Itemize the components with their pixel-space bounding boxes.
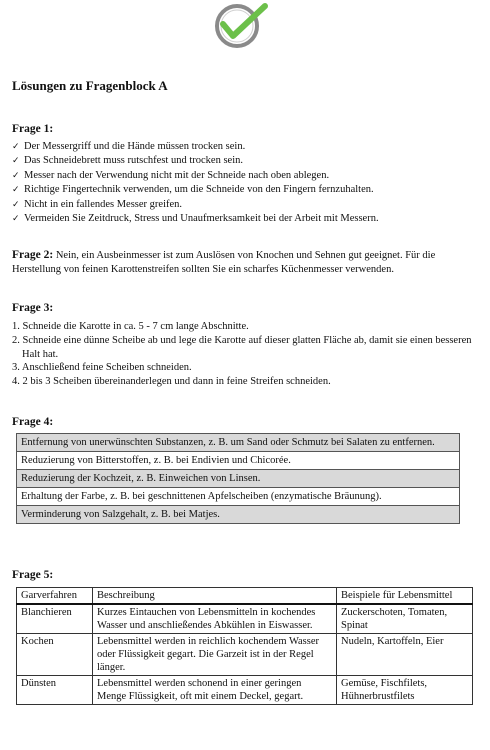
- frage4-heading: Frage 4:: [12, 416, 54, 428]
- frage4-list: [16, 433, 460, 524]
- check-mark-icon: ✓: [12, 199, 20, 210]
- frage5-heading: Frage 5:: [12, 569, 54, 581]
- column-header: Beispiele für Lebensmittel: [337, 588, 473, 605]
- table-cell: Lebensmittel werden in reichlich kochendem Wasser oder Flüssigkeit gegart. Die Garzeit ist in der Regel länger.: [93, 634, 337, 676]
- table-cell: Nudeln, Kartoffeln, Eier: [337, 634, 473, 676]
- table-header-row: [17, 588, 473, 605]
- list-item: ✓ Vermeiden Sie Zeitdruck, Stress und Unaufmerksamkeit bei der Arbeit mit Messern.: [12, 212, 379, 226]
- column-header: Garverfahren: [17, 588, 93, 605]
- list-item: ✓ Richtige Fingertechnik verwenden, um die Schneide von den Fingern fernzuhalten.: [12, 183, 379, 197]
- list-item: ✓ Nicht in ein fallendes Messer greifen.: [12, 198, 379, 212]
- frage1-checklist: [12, 140, 379, 226]
- list-item: 3. Anschließend feine Scheiben schneiden.: [12, 362, 192, 374]
- column-header: Beschreibung: [93, 588, 337, 605]
- table-cell: Kurzes Eintauchen von Lebensmitteln in kochendes Wasser und anschließendes Abkühlen in Eiswasser.: [93, 604, 337, 634]
- list-item: 2. Schneide eine dünne Scheibe ab und lege die Karotte auf dieser glatten Fläche ab, damit sie einen besseren Halt hat.: [12, 334, 472, 360]
- table-row: [17, 634, 473, 676]
- frage1-heading: Frage 1:: [12, 123, 54, 135]
- list-item: 1. Schneide die Karotte in ca. 5 - 7 cm lange Abschnitte.: [12, 321, 249, 332]
- frage3-heading: Frage 3:: [12, 302, 54, 314]
- check-mark-icon: ✓: [12, 142, 20, 152]
- list-item: Erhaltung der Farbe, z. B. bei geschnittenen Apfelscheiben (enzymatische Bräunung).: [17, 488, 459, 506]
- frage2-heading: Frage 2:: [12, 249, 54, 261]
- list-item: 4. 2 bis 3 Scheiben übereinanderlegen und dann in feine Streifen schneiden.: [12, 376, 331, 388]
- list-item: ✓ Messer nach der Verwendung nicht mit der Schneide nach oben ablegen.: [12, 169, 379, 183]
- check-mark-icon: ✓: [12, 170, 20, 181]
- table-row: [17, 604, 473, 634]
- table-cell: Gemüse, Fischfilets, Hühnerbrustfilets: [337, 676, 473, 705]
- page-title: Lösungen zu Fragenblock A: [12, 78, 168, 93]
- table-row: [17, 676, 473, 705]
- list-item: ✓ Das Schneidebrett muss rutschfest und trocken sein.: [12, 154, 379, 168]
- frage3-steps: [12, 320, 482, 389]
- table-cell: Blanchieren: [17, 604, 93, 634]
- check-mark-icon: ✓: [12, 214, 20, 225]
- frage2-paragraph: [12, 248, 478, 277]
- table-cell: Dünsten: [17, 676, 93, 705]
- list-item: Verminderung von Salzgehalt, z. B. bei Matjes.: [17, 506, 459, 524]
- frage2-answer: Nein, ein Ausbeinmesser ist zum Auslösen von Knochen und Sehnen gut geeignet. Für die Herstellung von feinen Karottenstreifen sollten Sie ein scharfes Küchenmesser verwenden.: [12, 250, 436, 275]
- check-mark-icon: ✓: [12, 185, 20, 196]
- table-cell: Lebensmittel werden schonend in einer geringen Menge Flüssigkeit, oft mit einem Deckel, gegart.: [93, 676, 337, 705]
- table-cell: Zuckerschoten, Tomaten, Spinat: [337, 604, 473, 634]
- list-item: Reduzierung der Kochzeit, z. B. Einweichen von Linsen.: [17, 470, 459, 488]
- check-mark-icon: ✓: [12, 156, 20, 167]
- list-item: Reduzierung von Bitterstoffen, z. B. bei Endivien und Chicorée.: [17, 452, 459, 470]
- checkmark-circle-icon: [211, 2, 273, 50]
- frage5-table: [16, 587, 473, 705]
- table-cell: Kochen: [17, 634, 93, 676]
- list-item: ✓ Der Messergriff und die Hände müssen trocken sein.: [12, 140, 379, 154]
- list-item: Entfernung von unerwünschten Substanzen, z. B. um Sand oder Schmutz bei Salaten zu entfernen.: [17, 434, 459, 452]
